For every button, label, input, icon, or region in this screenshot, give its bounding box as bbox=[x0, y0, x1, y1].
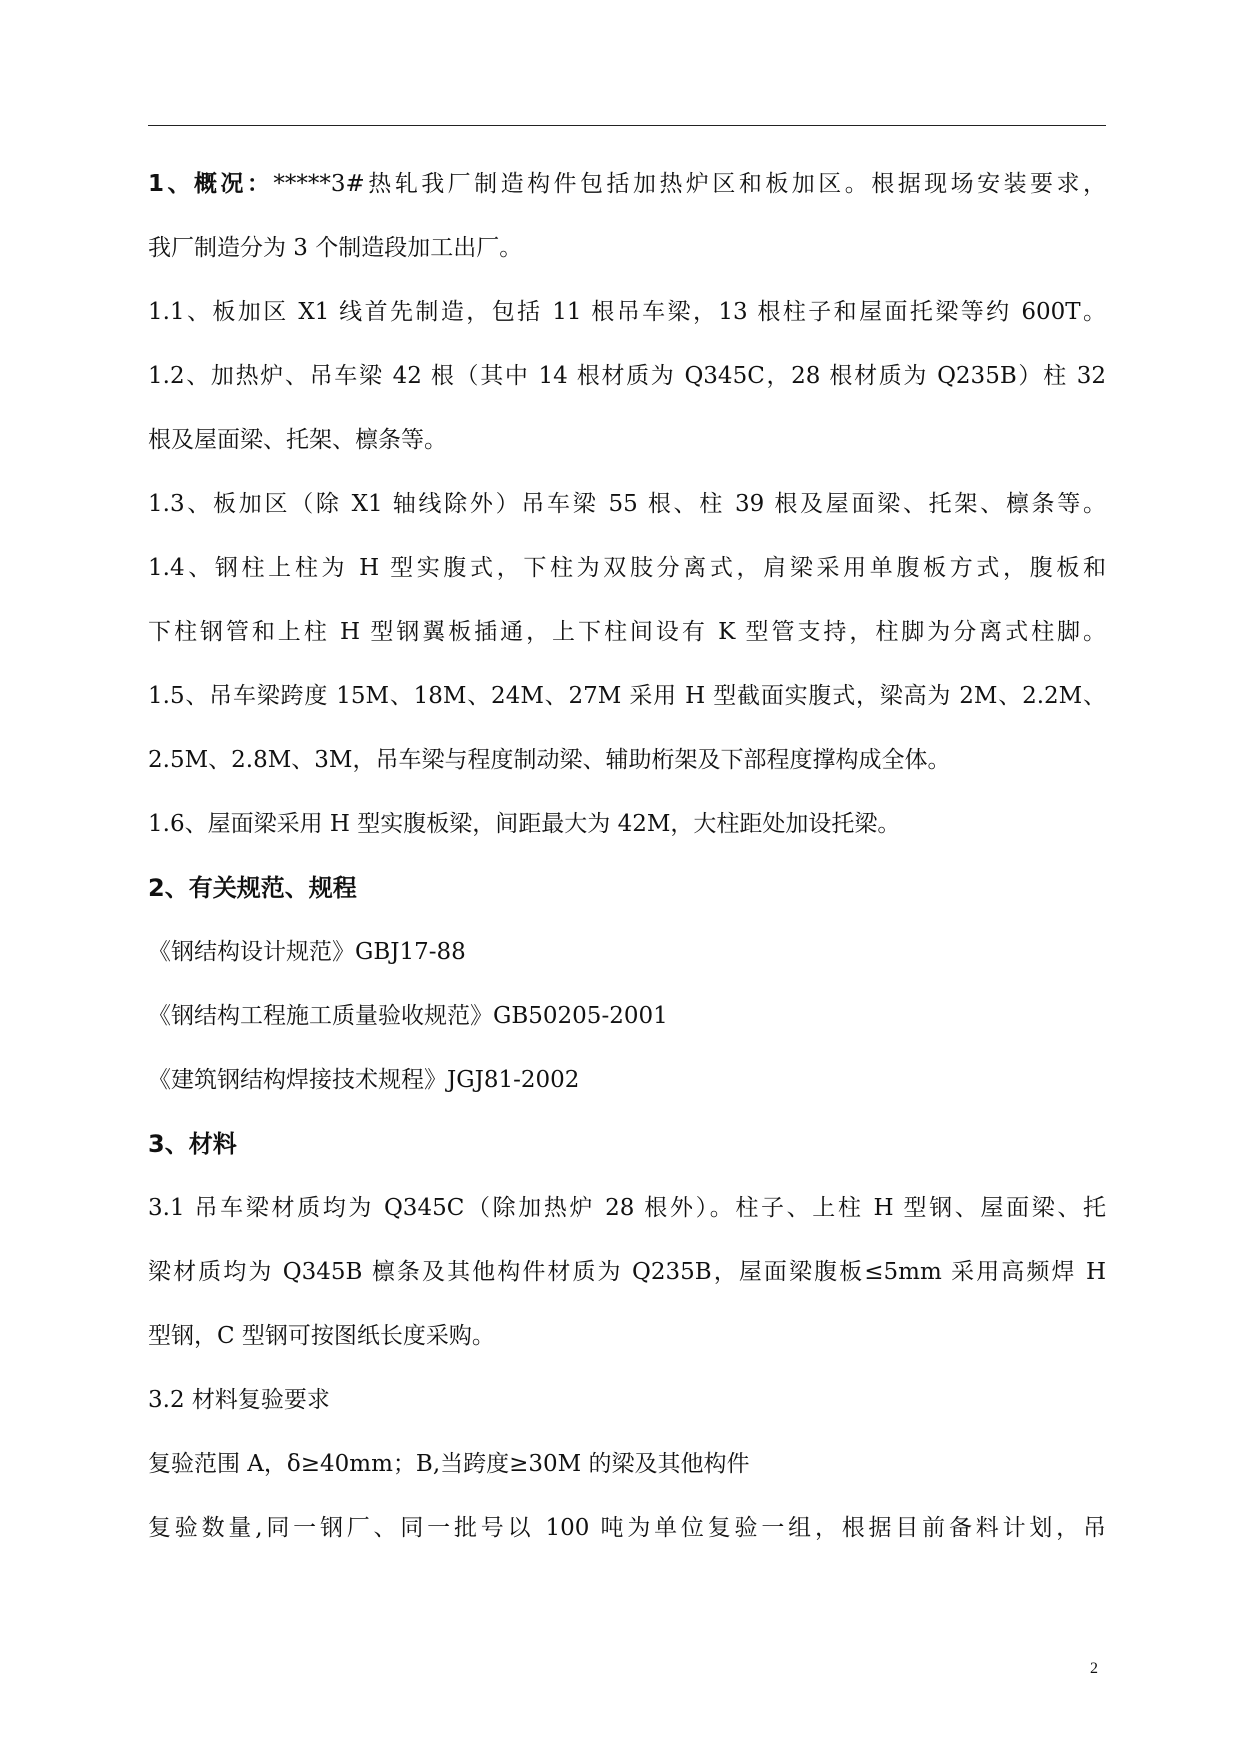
item-1-1: 1.1、板加区 X1 线首先制造，包括 11 根吊车梁，13 根柱子和屋面托梁等约 600T。 bbox=[148, 299, 1106, 325]
section3-heading: 3、材料 bbox=[148, 1130, 237, 1158]
retest-scope: 复验范围 A，δ≥40mm；B,当跨度≥30M 的梁及其他构件 bbox=[148, 1451, 750, 1477]
standard-quality-acceptance: 《钢结构工程施工质量验收规范》GB50205-2001 bbox=[148, 1003, 668, 1029]
document-body bbox=[148, 152, 1106, 1560]
item-3-1-line3: 型钢，C 型钢可按图纸长度采购。 bbox=[148, 1323, 495, 1349]
section1-intro-line2: 我厂制造分为 3 个制造段加工出厂。 bbox=[148, 235, 523, 261]
item-1-3: 1.3、板加区（除 X1 轴线除外）吊车梁 55 根、柱 39 根及屋面梁、托架、檩条等。 bbox=[148, 491, 1106, 517]
item-3-1-line2: 梁材质均为 Q345B 檩条及其他构件材质为 Q235B，屋面梁腹板≤5mm 采用高频焊 H bbox=[148, 1259, 1106, 1285]
section2-heading: 2、有关规范、规程 bbox=[148, 874, 357, 902]
item-1-2-line2: 根及屋面梁、托架、檩条等。 bbox=[148, 427, 447, 453]
item-1-5-line2: 2.5M、2.8M、3M，吊车梁与程度制动梁、辅助桁架及下部程度撑构成全体。 bbox=[148, 747, 951, 773]
retest-quantity: 复验数量,同一钢厂、同一批号以 100 吨为单位复验一组，根据目前备料计划，吊 bbox=[148, 1515, 1106, 1541]
item-1-5-line1: 1.5、吊车梁跨度 15M、18M、24M、27M 采用 H 型截面实腹式，梁高为 2M、2.2M、 bbox=[148, 683, 1106, 709]
item-3-2: 3.2 材料复验要求 bbox=[148, 1387, 330, 1413]
item-1-6: 1.6、屋面梁采用 H 型实腹板梁，间距最大为 42M，大柱距处加设托梁。 bbox=[148, 811, 901, 837]
section1-intro-line1 bbox=[148, 152, 1106, 216]
standard-steel-design: 《钢结构设计规范》GBJ17-88 bbox=[148, 939, 466, 965]
item-1-4-line2: 下柱钢管和上柱 H 型钢翼板插通，上下柱间设有 K 型管支持，柱脚为分离式柱脚。 bbox=[148, 619, 1106, 645]
page-number: 2 bbox=[1090, 1660, 1098, 1677]
item-1-4-line1: 1.4、钢柱上柱为 H 型实腹式，下柱为双肢分离式，肩梁采用单腹板方式，腹板和 bbox=[148, 555, 1106, 581]
section1-intro-text: *****3#热轧我厂制造构件包括加热炉区和板加区。根据现场安装要求， bbox=[273, 171, 1106, 197]
header-rule bbox=[148, 125, 1106, 126]
item-1-2-line1: 1.2、加热炉、吊车梁 42 根（其中 14 根材质为 Q345C，28 根材质为 Q235B）柱 32 bbox=[148, 363, 1106, 389]
section1-heading: 1、概况： bbox=[148, 171, 274, 197]
standard-welding: 《建筑钢结构焊接技术规程》JGJ81-2002 bbox=[148, 1067, 580, 1093]
item-3-1-line1: 3.1 吊车梁材质均为 Q345C（除加热炉 28 根外）。柱子、上柱 H 型钢、屋面梁、托 bbox=[148, 1195, 1106, 1221]
